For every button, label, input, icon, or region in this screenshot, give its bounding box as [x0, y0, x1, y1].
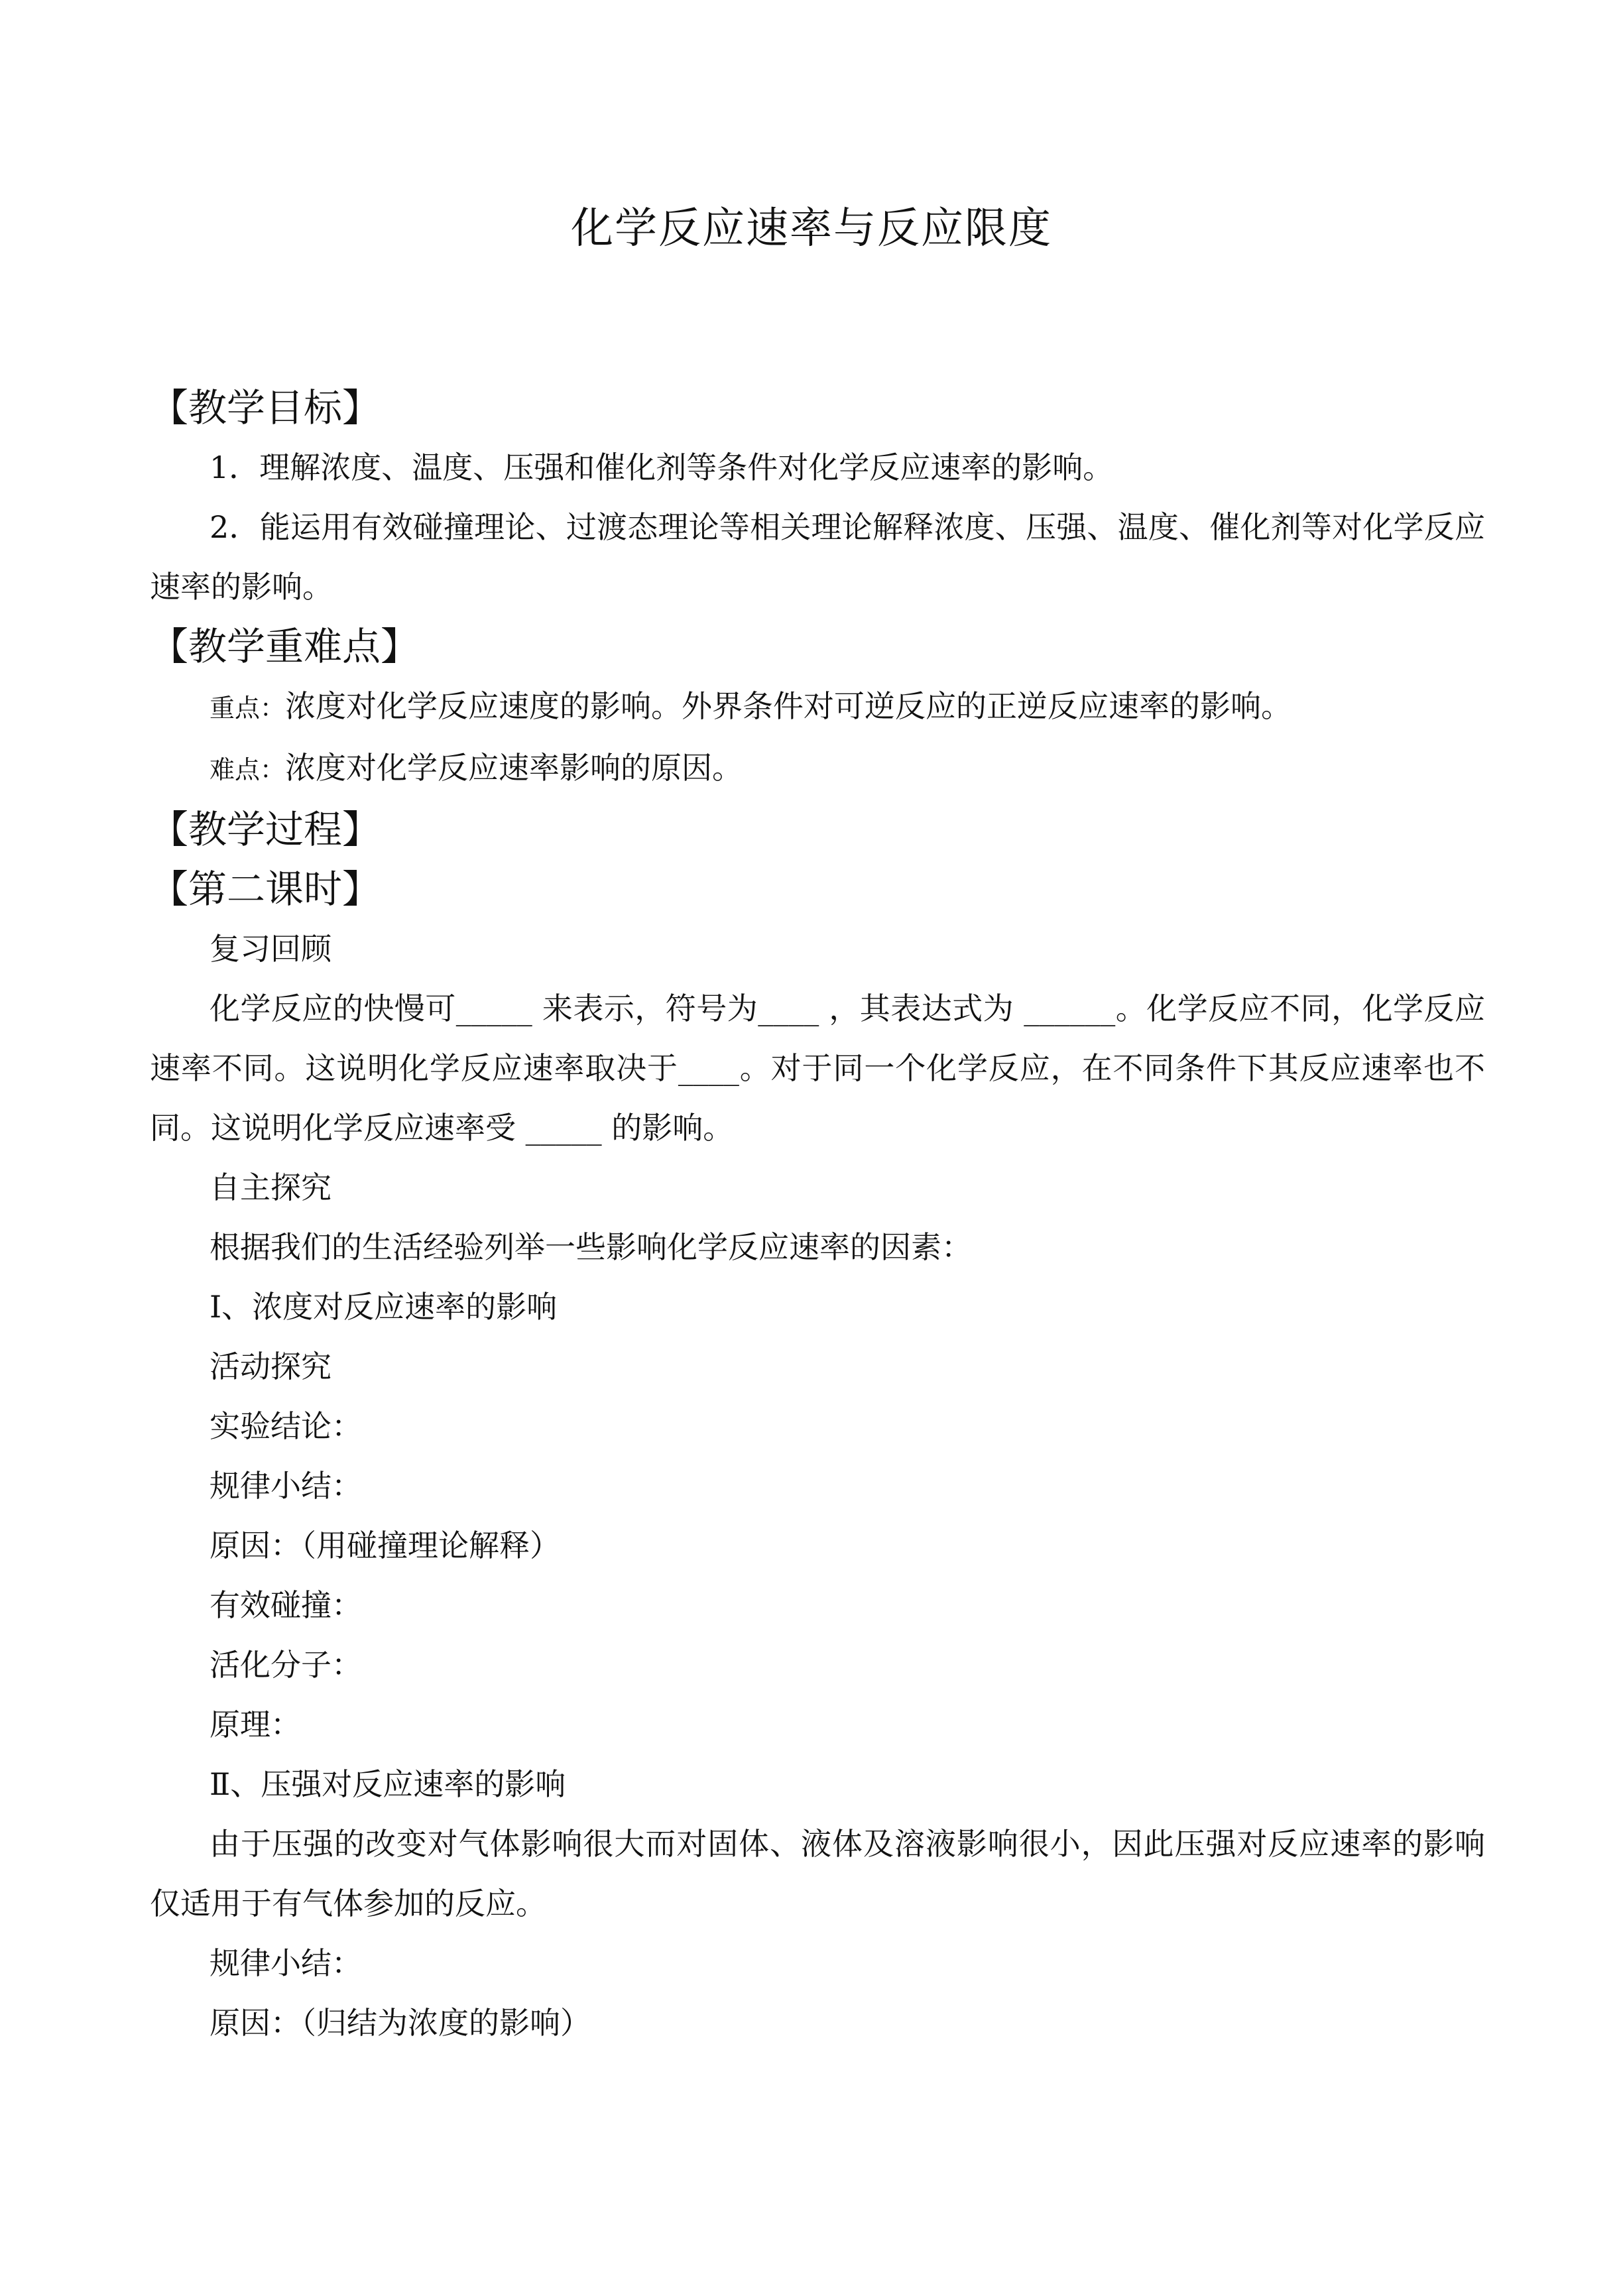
pressure-heading: Ⅱ、压强对反应速率的影响: [210, 1766, 566, 1802]
objective-2: 2．能运用有效碰撞理论、过渡态理论等相关理论解释浓度、压强、温度、催化剂等对化学反应速率的影响。: [150, 509, 1485, 605]
reason-label-1: 原因：（用碰撞理论解释）: [210, 1528, 560, 1563]
conclusion-label: 实验结论：: [210, 1408, 362, 1444]
self-explore-text: 根据我们的生活经验列举一些影响化学反应速率的因素：: [210, 1229, 972, 1265]
summary-label-2: 规律小结：: [210, 1945, 362, 1981]
self-explore-label: 自主探究: [210, 1170, 331, 1205]
key-points-heading: 【教学重难点】: [150, 624, 420, 669]
review-label: 复习回顾: [210, 931, 331, 967]
effective-collision-label: 有效碰撞：: [210, 1587, 362, 1623]
process-heading: 【教学过程】: [150, 807, 381, 852]
document-body: [150, 378, 1485, 2053]
difficulty-line: [150, 738, 1485, 800]
objectives-heading: 【教学目标】: [150, 385, 381, 430]
objective-1: 1．理解浓度、温度、压强和催化剂等条件对化学反应速率的影响。: [210, 450, 1114, 485]
reason-label-2: 原因：（归结为浓度的影响）: [210, 2005, 591, 2041]
concentration-heading: Ⅰ、浓度对反应速率的影响: [210, 1289, 558, 1325]
document-title: 化学反应速率与反应限度: [571, 204, 1052, 253]
key-point-line: [150, 676, 1485, 738]
key-label: 重点：: [210, 694, 286, 723]
difficulty-label: 难点：: [210, 755, 286, 784]
key-text: 浓度对化学反应速度的影响。外界条件对可逆反应的正逆反应速率的影响。: [285, 688, 1292, 724]
activated-molecule-label: 活化分子：: [210, 1647, 362, 1683]
difficulty-text: 浓度对化学反应速率影响的原因。: [285, 750, 743, 786]
summary-label-1: 规律小结：: [210, 1468, 362, 1504]
lesson-heading: 【第二课时】: [150, 867, 381, 912]
review-text: 化学反应的快慢可_____ 来表示，符号为____ ，其表达式为 ______。化学反应不同，化学反应速率不同。这说明化学反应速率取决于____。对于同一个化学反应，在不同条件下其反应速率也不同。这说明化学反应速率受 _____ 的影响。: [150, 991, 1485, 1146]
activity-label: 活动探究: [210, 1349, 331, 1384]
principle-label: 原理：: [210, 1707, 301, 1742]
pressure-text: 由于压强的改变对气体影响很大而对固体、液体及溶液影响很小，因此压强对反应速率的影响仅适用于有气体参加的反应。: [150, 1826, 1485, 1921]
